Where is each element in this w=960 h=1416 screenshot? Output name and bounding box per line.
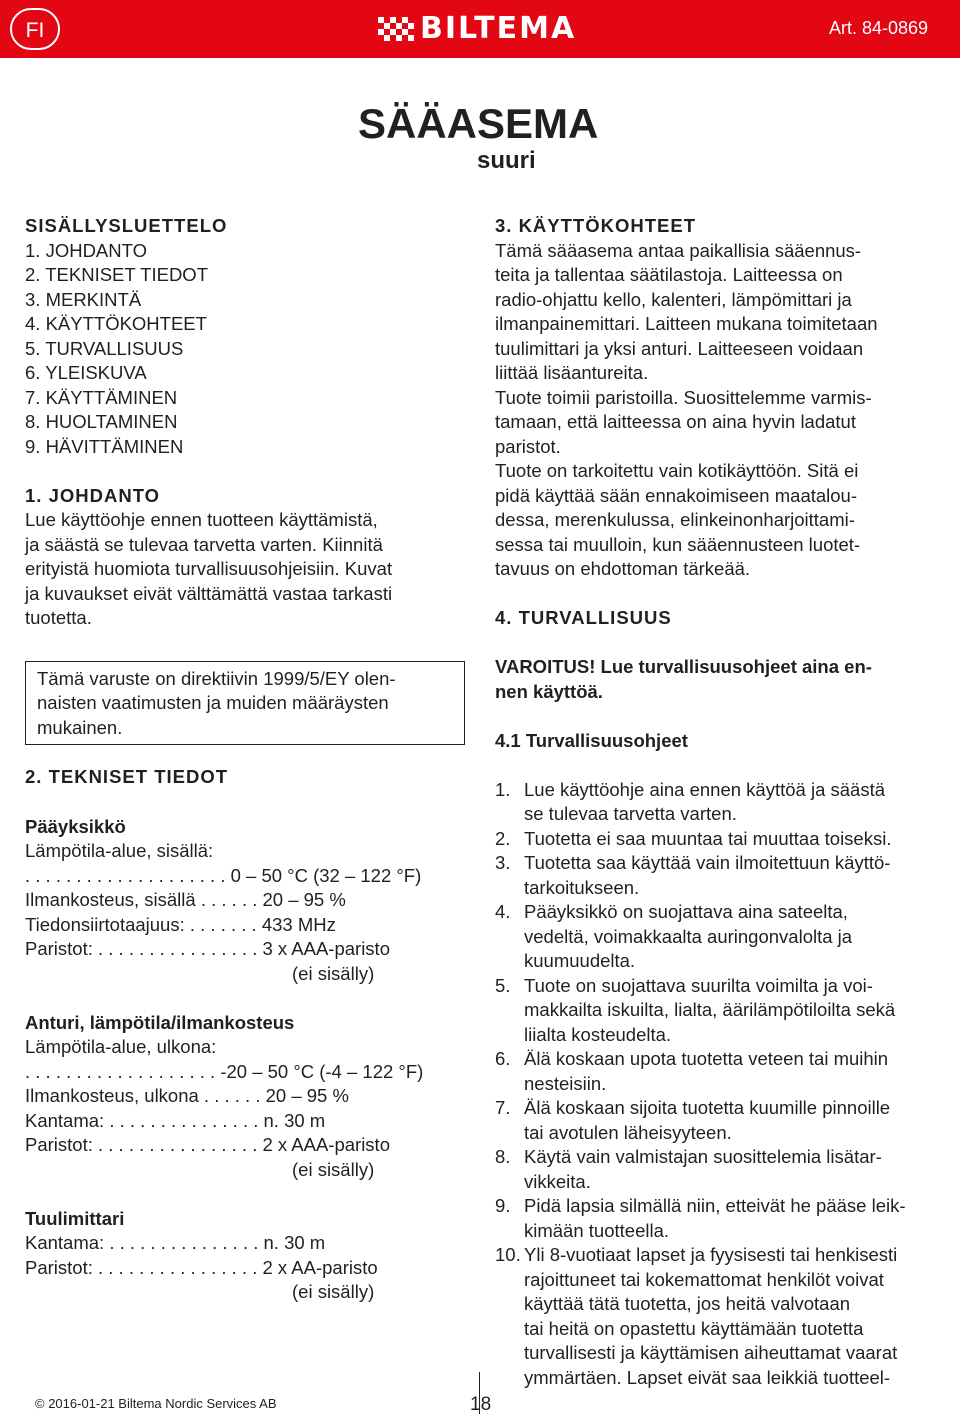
- uses-text: teita ja tallentaa säätilastoja. Laitteessa on: [495, 264, 843, 285]
- main-unit-heading: Pääyksikkö: [25, 816, 126, 837]
- list-item-text: tai avotulen läheisyyteen.: [524, 1122, 732, 1143]
- spec-line: Kantama: . . . . . . . . . . . . . . . n. 30 m: [25, 1232, 326, 1253]
- list-number: 8.: [495, 1146, 511, 1167]
- intro-text: Lue käyttöohje ennen tuotteen käyttämistä,: [25, 509, 378, 530]
- uses-text: paristot.: [495, 436, 561, 457]
- spec-line: Kantama: . . . . . . . . . . . . . . . n. 30 m: [25, 1110, 326, 1131]
- spec-line: (ei sisälly): [292, 963, 375, 984]
- list-number: 9.: [495, 1195, 511, 1216]
- directive-text: mukainen.: [37, 717, 123, 738]
- uses-text: Tuote toimii paristoilla. Suosittelemme varmis-: [495, 387, 872, 408]
- toc-item: 4. KÄYTTÖKOHTEET: [25, 313, 207, 334]
- spec-line: . . . . . . . . . . . . . . . . . . . -20 – 50 °C (-4 – 122 °F): [25, 1061, 424, 1082]
- spec-line: Paristot: . . . . . . . . . . . . . . . . 3 x AAA-paristo: [25, 938, 390, 959]
- spec-line: Paristot: . . . . . . . . . . . . . . . . 2 x AA-paristo: [25, 1257, 378, 1278]
- list-item-text: nesteisiin.: [524, 1073, 607, 1094]
- directive-text: Tämä varuste on direktiivin 1999/5/EY olen-: [37, 668, 396, 689]
- list-item-text: vikkeita.: [524, 1171, 591, 1192]
- page-subtitle: suuri: [477, 147, 536, 174]
- list-item-text: Käytä vain valmistajan suosittelemia lisätar-: [524, 1146, 882, 1167]
- uses-text: radio-ohjattu kello, kalenteri, lämpömittari ja: [495, 289, 852, 310]
- warning-text: VAROITUS! Lue turvallisuusohjeet aina en-: [495, 656, 872, 677]
- spec-line: Lämpötila-alue, sisällä:: [25, 840, 214, 861]
- list-item-text: tai heitä on opastettu käyttämään tuotetta: [524, 1318, 864, 1339]
- list-item-text: kimään tuotteella.: [524, 1220, 670, 1241]
- safety-heading: 4. TURVALLISUUS: [495, 607, 672, 628]
- list-item-text: Älä koskaan upota tuotetta veteen tai muihin: [524, 1048, 889, 1069]
- list-item-text: Tuote on suojattava suurilta voimilta ja voi-: [524, 975, 873, 996]
- list-number: 7.: [495, 1097, 511, 1118]
- toc-heading: SISÄLLYSLUETTELO: [25, 215, 228, 236]
- list-item-text: Yli 8-vuotiaat lapset ja fyysisesti tai henkisesti: [524, 1244, 898, 1265]
- list-item-text: Pidä lapsia silmällä niin, etteivät he pääse leik-: [524, 1195, 906, 1216]
- directive-text: naisten vaatimusten ja muiden määräysten: [37, 692, 389, 713]
- list-item-text: käyttää tätä tuotetta, jos heitä valvotaan: [524, 1293, 851, 1314]
- list-item-text: kuumuudelta.: [524, 950, 636, 971]
- list-number: 2.: [495, 828, 511, 849]
- toc-item: 9. HÄVITTÄMINEN: [25, 436, 184, 457]
- uses-text: sessa tai muulloin, kun sääennusteen luotet-: [495, 534, 861, 555]
- uses-text: ilmanpainemittari. Laitteen mukana toimitetaan: [495, 313, 878, 334]
- spec-line: Lämpötila-alue, ulkona:: [25, 1036, 217, 1057]
- list-number: 6.: [495, 1048, 511, 1069]
- safety-subheading: 4.1 Turvallisuusohjeet: [495, 730, 688, 751]
- spec-line: Ilmankosteus, ulkona . . . . . . 20 – 95 %: [25, 1085, 349, 1106]
- intro-heading: 1. JOHDANTO: [25, 485, 161, 506]
- spec-line: Paristot: . . . . . . . . . . . . . . . . 2 x AAA-paristo: [25, 1134, 390, 1155]
- toc-item: 1. JOHDANTO: [25, 240, 147, 261]
- page-number: 18: [470, 1394, 492, 1415]
- toc-item: 8. HUOLTAMINEN: [25, 411, 178, 432]
- toc-item: 2. TEKNISET TIEDOT: [25, 264, 208, 285]
- list-item-text: Pääyksikkö on suojattava aina sateelta,: [524, 901, 848, 922]
- list-number: 3.: [495, 852, 511, 873]
- uses-heading: 3. KÄYTTÖKOHTEET: [495, 215, 697, 236]
- checkered-flag-icon: [378, 17, 414, 41]
- uses-text: tavuus on ehdottoman tärkeää.: [495, 558, 751, 579]
- intro-text: ja kuvaukset eivät välttämättä vastaa tarkasti: [25, 583, 393, 604]
- specs-heading: 2. TEKNISET TIEDOT: [25, 766, 229, 787]
- copyright-footer: © 2016-01-21 Biltema Nordic Services AB: [35, 1396, 277, 1411]
- list-item-text: vedeltä, voimakkaalta auringonvalolta ja: [524, 926, 853, 947]
- list-item-text: Lue käyttöohje aina ennen käyttöä ja säästä: [524, 779, 886, 800]
- article-number: Art. 84-0869: [828, 18, 928, 38]
- sensor-heading: Anturi, lämpötila/ilmankosteus: [25, 1012, 295, 1033]
- uses-text: dessa, merenkulussa, elinkeinonharjoittami-: [495, 509, 855, 530]
- spec-line: Ilmankosteus, sisällä . . . . . . 20 – 95 %: [25, 889, 346, 910]
- list-number: 5.: [495, 975, 511, 996]
- spec-line: (ei sisälly): [292, 1159, 375, 1180]
- uses-text: Tämä sääasema antaa paikallisia sääennus-: [495, 240, 862, 261]
- warning-text: nen käyttöä.: [495, 681, 603, 702]
- list-item-text: Tuotetta ei saa muuntaa tai muuttaa toiseksi.: [524, 828, 892, 849]
- intro-text: erityistä huomiota turvallisuusohjeisiin. Kuvat: [25, 558, 393, 579]
- list-item-text: ymmärtäen. Lapset eivät saa leikkiä tuotteel-: [524, 1367, 891, 1388]
- list-item-text: tarkoitukseen.: [524, 877, 640, 898]
- list-item-text: se tulevaa tarvetta varten.: [524, 803, 737, 824]
- uses-text: liittää lisäantureita.: [495, 362, 649, 383]
- brand-logo: [378, 13, 576, 45]
- list-number: 10.: [495, 1244, 521, 1265]
- list-item-text: liialta kosteudelta.: [524, 1024, 672, 1045]
- header-bar: [0, 0, 960, 58]
- intro-text: ja säästä se tulevaa tarvetta varten. Kiinnitä: [25, 534, 383, 555]
- toc-item: 6. YLEISKUVA: [25, 362, 147, 383]
- toc-item: 5. TURVALLISUUS: [25, 338, 184, 359]
- intro-text: tuotetta.: [25, 607, 92, 628]
- uses-text: tamaan, että laitteessa on aina hyvin ladatut: [495, 411, 856, 432]
- list-item-text: rajoittuneet tai kokemattomat henkilöt voivat: [524, 1269, 884, 1290]
- list-item-text: makkailta iskuilta, lialta, äärilämpötiloilta sekä: [524, 999, 896, 1020]
- list-item-text: Tuotetta saa käyttää vain ilmoitettuun käyttö-: [524, 852, 891, 873]
- spec-line: (ei sisälly): [292, 1281, 375, 1302]
- list-item-text: turvallisesti ja käyttämisen aiheuttamat vaarat: [524, 1342, 898, 1363]
- toc-item: 3. MERKINTÄ: [25, 289, 142, 310]
- toc-item: 7. KÄYTTÄMINEN: [25, 387, 178, 408]
- spec-line: Tiedonsiirtotaajuus: . . . . . . . 433 MHz: [25, 914, 336, 935]
- page-title: SÄÄASEMA: [358, 100, 599, 147]
- language-badge: FI: [10, 8, 60, 50]
- list-item-text: Älä koskaan sijoita tuotetta kuumille pinnoille: [524, 1097, 891, 1118]
- wind-gauge-heading: Tuulimittari: [25, 1208, 125, 1229]
- spec-line: . . . . . . . . . . . . . . . . . . . . 0 – 50 °C (32 – 122 °F): [25, 865, 422, 886]
- brand-name: BILTEMA: [420, 11, 577, 46]
- list-number: 4.: [495, 901, 511, 922]
- list-number: 1.: [495, 779, 511, 800]
- uses-text: Tuote on tarkoitettu vain kotikäyttöön. Sitä ei: [495, 460, 859, 481]
- uses-text: pidä käyttää sään ennakoimiseen maatalou-: [495, 485, 858, 506]
- uses-text: tuulimittari ja yksi anturi. Laitteeseen voidaan: [495, 338, 864, 359]
